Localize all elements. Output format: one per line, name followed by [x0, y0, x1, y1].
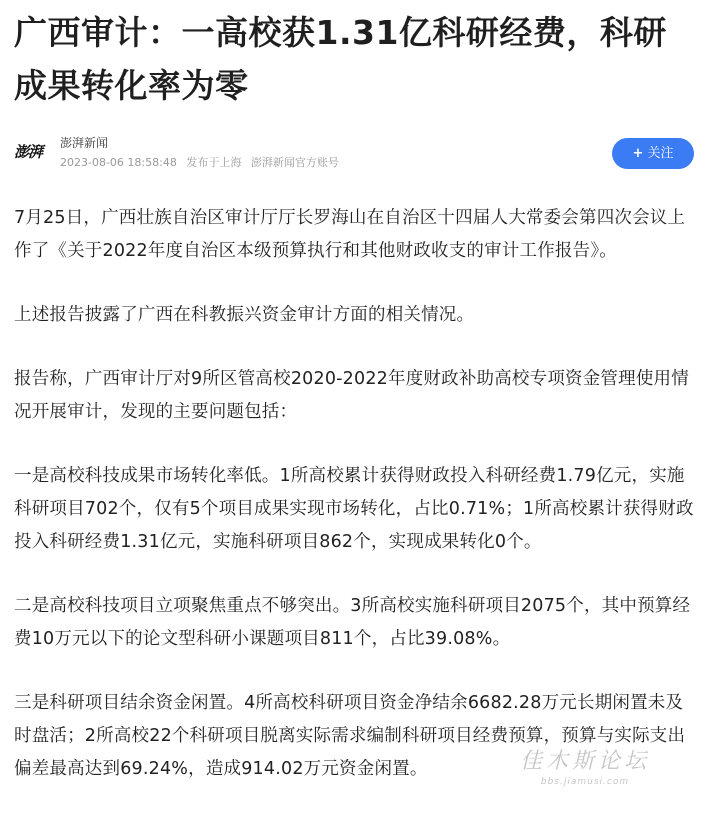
plus-icon: +	[632, 146, 644, 161]
paragraph: 上述报告披露了广西在科教振兴资金审计方面的相关情况。	[14, 305, 475, 325]
article-meta	[60, 155, 345, 171]
paragraph: 7月25日，广西壮族自治区审计厅厅长罗海山在自治区十四届人大常委会第四次会议上作了《关于2022年度自治区本级预算执行和其他财政收支的审计工作报告》。	[14, 208, 686, 261]
author-logo[interactable]: 澎湃	[14, 143, 43, 161]
watermark	[505, 748, 665, 796]
publish-location: 发布于上海	[186, 156, 242, 169]
paragraph: 三是科研项目结余资金闲置。4所高校科研项目资金净结余6682.28万元长期闲置未及时盘活；2所高校22个科研项目脱离实际需求编制科研项目经费预算，预算与实际支出偏差最高达到69.24%，造成914.02万元资金闲置。	[14, 693, 686, 779]
paragraph: 报告称，广西审计厅对9所区管高校2020-2022年度财政补助高校专项资金管理使用情况开展审计，发现的主要问题包括：	[14, 369, 689, 422]
follow-button[interactable]	[612, 138, 694, 169]
account-type: 澎湃新闻官方账号	[250, 156, 339, 169]
author-name[interactable]: 澎湃新闻	[60, 136, 109, 150]
paragraph: 二是高校科技项目立项聚焦重点不够突出。3所高校实施科研项目2075个，其中预算经费10万元以下的论文型科研小课题项目811个，占比39.08%。	[14, 596, 691, 649]
article-title: 广西审计：一高校获1.31亿科研经费，科研成果转化率为零	[14, 13, 667, 105]
watermark-subtext: bbs.jiamusi.com	[540, 777, 630, 787]
author-row	[14, 134, 694, 174]
paragraph: 一是高校科技成果市场转化率低。1所高校累计获得财政投入科研经费1.79亿元，实施科研项目702个，仅有5个项目成果实现市场转化，占比0.71%；1所高校累计获得财政投入科研经费1.31亿元，实施科研项目862个，实现成果转化0个。	[14, 466, 694, 552]
follow-label: 关注	[647, 146, 674, 161]
article-body	[14, 202, 694, 817]
publish-datetime: 2023-08-06 18:58:48	[60, 156, 177, 169]
watermark-text: 佳木斯论坛	[519, 749, 650, 774]
